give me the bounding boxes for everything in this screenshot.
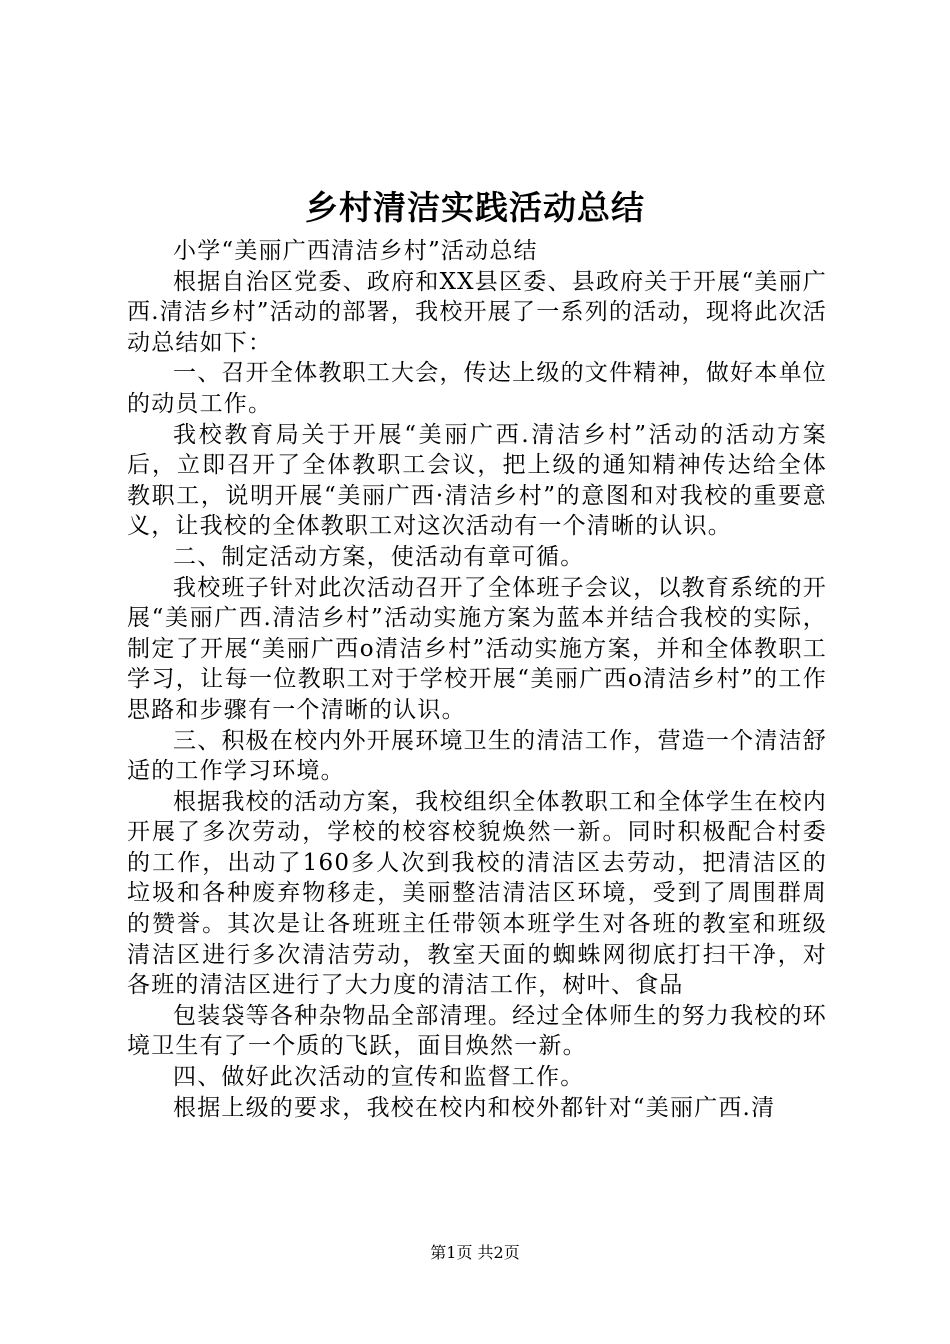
section-heading-1: 一、召开全体教职工大会，传达上级的文件精神，做好本单位的动员工作。 [127, 360, 827, 417]
section-heading-4: 四、做好此次活动的宣传和监督工作。 [173, 1064, 585, 1091]
section-heading-3: 三、积极在校内外开展环境卫生的清洁工作，营造一个清洁舒适的工作学习环境。 [127, 727, 827, 785]
page-footer: 第1页 共2页 [430, 1243, 520, 1262]
paragraph-section-4: 根据上级的要求，我校在校内和校外都针对“美丽广西.清 [173, 1094, 776, 1121]
section-heading-2: 二、制定活动方案，使活动有章可循。 [173, 543, 585, 570]
document-title: 乡村清洁实践活动总结 [305, 188, 645, 227]
paragraph-intro: 根据自治区党委、政府和XX县区委、县政府关于开展“美丽广西.清洁乡村”活动的部署，我校开展了一系列的活动，现将此次活动总结如下： [127, 268, 827, 356]
document-body [127, 236, 827, 1123]
paragraph-section-1: 我校教育局关于开展“美丽广西.清洁乡村”活动的活动方案后，立即召开了全体教职工会议，把上级的通知精神传达给全体教职工，说明开展“美丽广西·清洁乡村”的意图和对我校的重要意义，让我校的全体教职工对这次活动有一个清晰的认识。 [127, 421, 827, 540]
paragraph-section-3a: 根据我校的活动方案，我校组织全体教职工和全体学生在校内开展了多次劳动，学校的校容校貌焕然一新。同时积极配合村委的工作，出动了160多人次到我校的清洁区去劳动，把清洁区的垃圾和各种废弃物移走，美丽整洁清洁区环境，受到了周围群周的赞誉。其次是让各班班主任带领本班学生对各班的教室和班级清洁区进行多次清洁劳动，教室天面的蜘蛛网彻底打扫干净，对各班的清洁区进行了大力度的清洁工作，树叶、食品 [127, 788, 827, 999]
paragraph-subtitle: 小学“美丽广西清洁乡村”活动总结 [173, 238, 538, 264]
paragraph-section-2: 我校班子针对此次活动召开了全体班子会议，以教育系统的开展“美丽广西.清洁乡村”活动实施方案为蓝本并结合我校的实际，制定了开展“美丽广西o清洁乡村”活动实施方案，并和全体教职工学习，让每一位教职工对于学校开展“美丽广西o清洁乡村”的工作思路和步骤有一个清晰的认识。 [127, 574, 827, 723]
paragraph-section-3b: 包装袋等各种杂物品全部清理。经过全体师生的努力我校的环境卫生有了一个质的飞跃，面目焕然一新。 [127, 1002, 827, 1060]
